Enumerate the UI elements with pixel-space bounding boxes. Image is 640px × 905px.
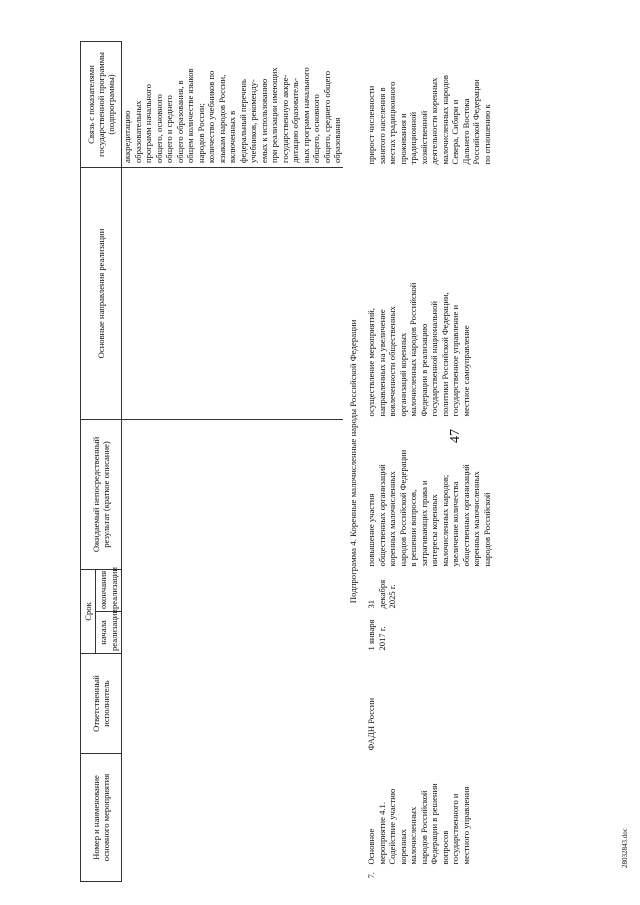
text-line: общественных организаций — [460, 464, 471, 567]
text-line: языкам народов России, — [216, 74, 227, 163]
row-number: 7. — [366, 872, 377, 879]
text-line: Федерации в решении — [429, 783, 440, 865]
text-line: 31 декабря — [366, 579, 387, 609]
activity-name-cell — [364, 754, 494, 882]
end-cell — [364, 569, 494, 611]
header-start: начала реализации — [96, 612, 122, 654]
text-line: народов Российской — [418, 790, 429, 865]
text-line: общественных организаций — [376, 464, 387, 567]
text-line: малочисленных народов Российской — [408, 282, 419, 417]
table-row — [364, 41, 494, 881]
text-line: направленных на увеличение — [376, 309, 387, 417]
expected-result-lines — [366, 422, 492, 566]
text-line: политики Российской Федерации, — [439, 292, 450, 417]
start-cell — [364, 612, 494, 654]
expected-result-cell — [364, 419, 494, 569]
text-line: общего, основного — [153, 94, 164, 163]
text-line: общего, среднего общего — [321, 70, 332, 163]
text-line: государственную аккре- — [279, 74, 290, 163]
text-line: государственного и — [450, 793, 461, 865]
text-line: малочисленных народов; — [439, 474, 450, 567]
directions-cell — [364, 167, 494, 419]
text-line: местного управления — [460, 786, 471, 865]
text-line: включенных в — [227, 110, 238, 163]
header-responsible: Ответственный исполнитель — [81, 654, 122, 754]
text-line: образовательных — [132, 100, 143, 163]
text-line: деятельности коренных — [429, 77, 440, 165]
text-line: 1 января — [366, 619, 377, 651]
activities-table — [80, 41, 494, 882]
subprogram-row — [343, 41, 365, 881]
text-line: повышение участия — [366, 493, 377, 567]
text-line: затрагивающих права и — [418, 480, 429, 567]
text-line: аккредитацию — [122, 110, 133, 163]
start-lines — [366, 615, 387, 651]
link-lines — [366, 44, 492, 164]
text-line: 2025 г. — [387, 584, 398, 609]
header-term: Срок — [81, 569, 96, 653]
text-line: народов Российской — [481, 492, 492, 567]
text-line: вовлеченности общественных — [387, 306, 398, 417]
text-line: Федерации в реализацию — [418, 323, 429, 417]
document-id: 28032843.doc — [621, 828, 629, 868]
text-line: дитацию образователь- — [290, 77, 301, 163]
responsible-cell: ФАДН России — [366, 697, 377, 751]
text-line: Основное — [366, 828, 377, 865]
text-line: Российской Федерации — [471, 79, 482, 165]
text-line: общего, основного — [311, 94, 322, 163]
text-line: количество учебников по — [206, 70, 217, 163]
text-line: при реализации имеющих — [269, 67, 280, 163]
text-line: осуществление мероприятий, — [366, 308, 377, 417]
header-directions: Основные направления реализации — [81, 167, 122, 419]
text-line: емых к использованию — [258, 78, 269, 163]
end-lines — [366, 572, 397, 608]
header-expected-result: Ожидаемый непосредственный результат (краткое описание) — [81, 419, 122, 569]
text-line: местное самоуправление — [460, 325, 471, 417]
text-line: ных программ начального — [300, 67, 311, 163]
continued-link-cell — [122, 41, 343, 167]
text-line: интересы коренных — [429, 494, 440, 567]
text-line: Дальнего Востока — [460, 98, 471, 165]
text-line: общего образования, в — [174, 80, 185, 163]
text-line: Севера, Сибири и — [450, 99, 461, 165]
text-line: коренных — [397, 829, 408, 865]
text-line: коренных малочисленных — [471, 471, 482, 567]
link-cell — [364, 41, 494, 167]
text-line: прирост численности — [366, 85, 377, 165]
activity-name-lines — [366, 757, 471, 879]
text-line: увеличение количества — [450, 481, 461, 567]
header-end: окончания реализации — [96, 569, 122, 611]
subprogram-title: Подпрограмма 4. Коренные малочисленные народы Российской Федерации — [347, 319, 358, 604]
continued-row — [122, 41, 343, 881]
text-line: организаций коренных — [397, 332, 408, 417]
text-line: мероприятие 4.1. — [376, 801, 387, 865]
table-header — [81, 41, 122, 881]
text-line: общем количестве языков — [185, 68, 196, 163]
text-line: государственной национальной — [429, 300, 440, 417]
direction-lines — [366, 170, 471, 416]
text-line: федеральный перечень — [237, 79, 248, 163]
page-number: 47 — [448, 429, 463, 443]
text-line: программ начального — [143, 84, 154, 163]
text-line: проживания и — [397, 113, 408, 165]
text-line: 2017 г. — [376, 626, 387, 651]
text-line: народов России; — [195, 103, 206, 163]
text-line: занятого населения в — [376, 87, 387, 165]
text-line: учебников, рекоменду- — [248, 79, 259, 163]
text-line: в решении вопросов, — [408, 489, 419, 567]
header-number-name: Номер и наименование основного мероприятия — [81, 754, 122, 882]
text-line: общего и среднего — [164, 95, 175, 163]
continued-directions-cell — [122, 167, 343, 419]
text-line: малочисленных народов — [439, 75, 450, 165]
text-line: традиционной — [408, 111, 419, 165]
text-line: местах традиционного — [387, 81, 398, 165]
text-line: коренных малочисленных — [387, 471, 398, 567]
text-line: государственное управление и — [450, 304, 461, 417]
text-line: малочисленных — [408, 806, 419, 865]
rotated-page-content — [80, 42, 620, 882]
text-line: по отношению к — [481, 104, 492, 165]
text-line: Содействие участию — [387, 788, 398, 865]
text-line: хозяйственной — [418, 110, 429, 165]
text-line: вопросов — [439, 830, 450, 865]
header-link-indicators: Связь с показателями государственной программы (подпрограммы) — [81, 41, 122, 167]
text-line: народов Российской Федерации — [397, 449, 408, 567]
continued-link-lines — [122, 45, 342, 163]
text-line: образования — [332, 117, 343, 163]
